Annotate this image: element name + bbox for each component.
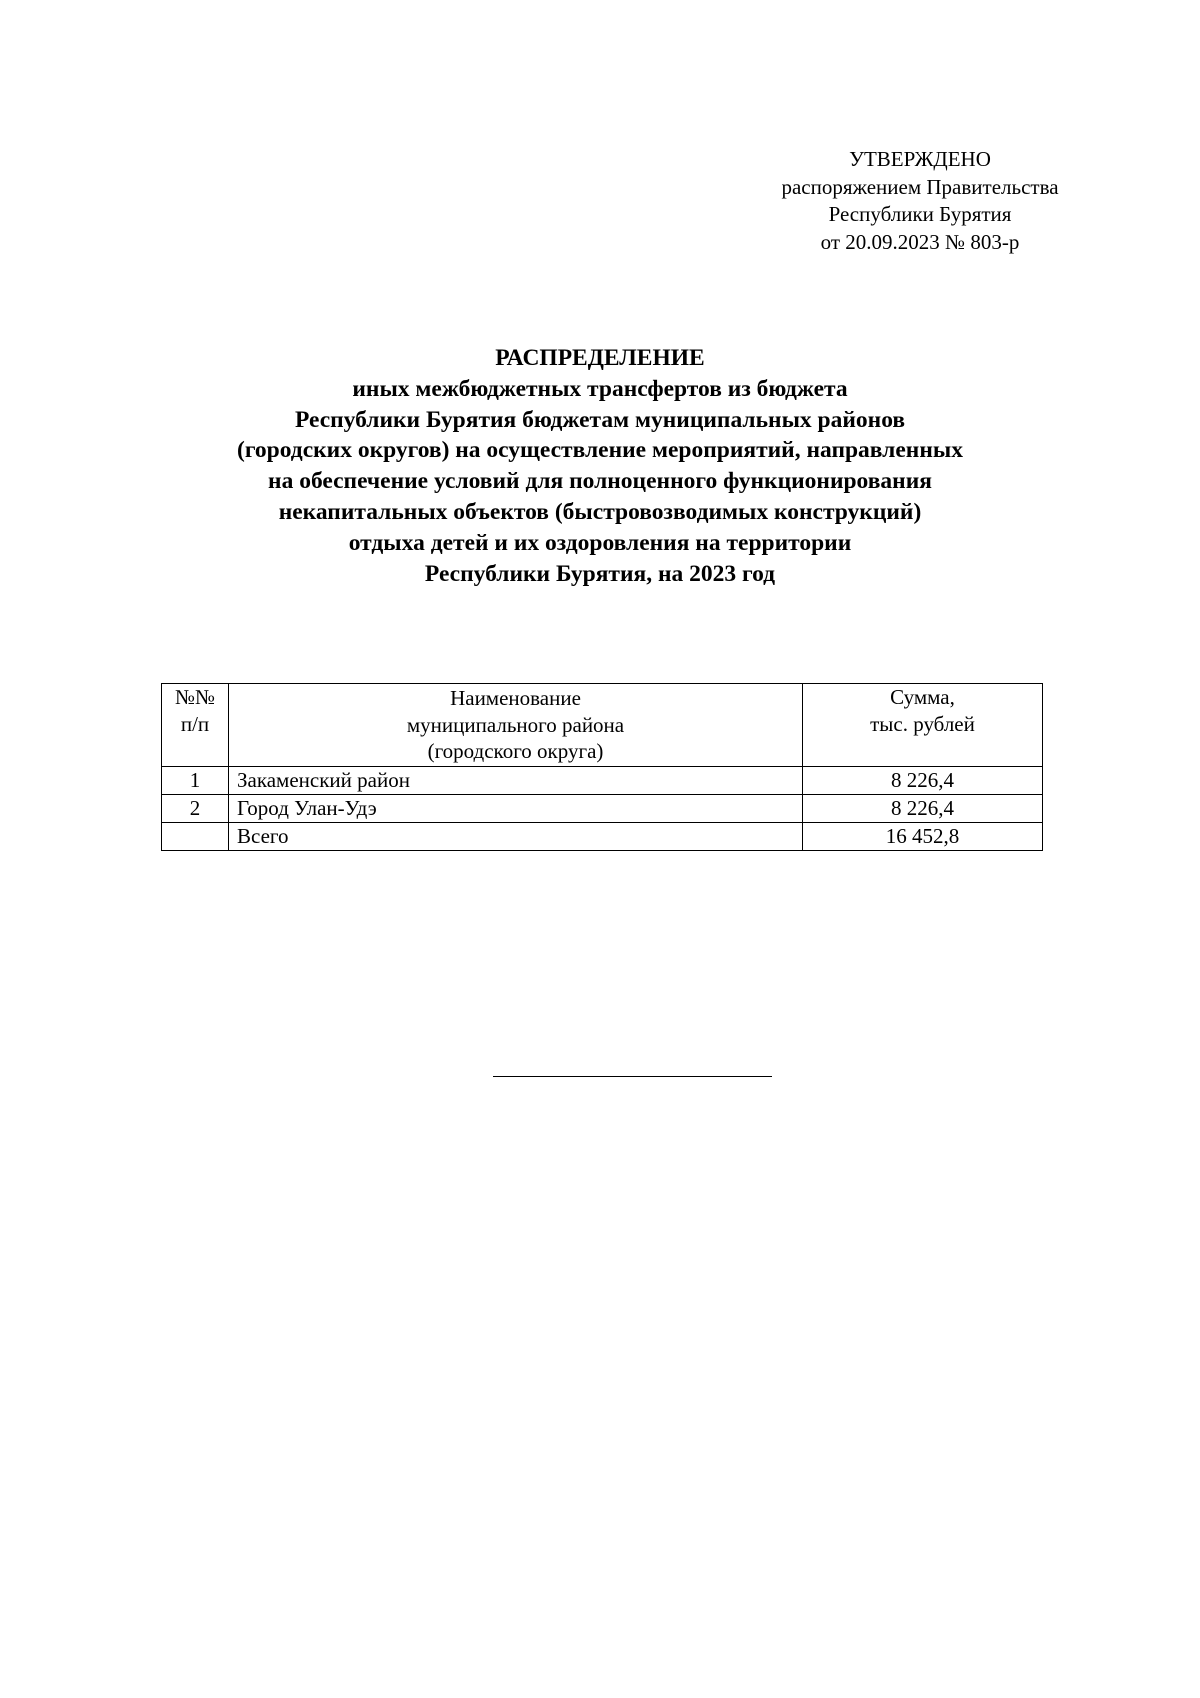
header-text: Наименование <box>450 686 581 710</box>
row-number: 2 <box>162 794 229 822</box>
title-line: Республики Бурятия, на 2023 год <box>424 560 776 587</box>
total-label: Всего <box>229 822 803 850</box>
row-name: Город Улан-Удэ <box>229 794 803 822</box>
title-heading: РАСПРЕДЕЛЕНИЕ <box>495 345 705 371</box>
header-text: п/п <box>180 711 210 736</box>
total-number <box>162 822 229 850</box>
header-text: №№ <box>174 685 216 709</box>
table-row <box>162 794 1043 822</box>
closing-divider <box>493 1076 772 1077</box>
approval-line: Республики Бурятия <box>828 202 1012 226</box>
approval-line: от 20.09.2023 № 803-р <box>820 229 1020 254</box>
table-header <box>162 684 1043 767</box>
title-line: на обеспечение условий для полноценного функционирования <box>268 468 932 495</box>
distribution-table <box>161 683 1043 851</box>
approval-stamp <box>750 146 1090 256</box>
header-text: тыс. рублей <box>870 711 975 736</box>
title-line: отдыха детей и их оздоровления на территории <box>348 529 852 556</box>
total-row <box>162 822 1043 850</box>
table-row <box>162 766 1043 794</box>
approval-line: распоряжением Правительства <box>781 174 1059 199</box>
row-sum: 8 226,4 <box>803 766 1043 794</box>
header-cell-number <box>162 684 229 767</box>
header-cell-sum <box>803 684 1043 767</box>
header-text: муниципального района <box>406 712 625 737</box>
document-title <box>140 343 1060 589</box>
header-row <box>162 684 1043 767</box>
title-line: (городских округов) на осуществление мероприятий, направленных <box>237 437 963 464</box>
approval-line: УТВЕРЖДЕНО <box>849 147 991 171</box>
row-name: Закаменский район <box>229 766 803 794</box>
header-text: Сумма, <box>890 685 955 709</box>
header-text: (городского округа) <box>427 739 604 763</box>
row-sum: 8 226,4 <box>803 794 1043 822</box>
total-sum: 16 452,8 <box>803 822 1043 850</box>
row-number: 1 <box>162 766 229 794</box>
title-line: Республики Бурятия бюджетам муниципальных районов <box>294 406 906 433</box>
header-cell-name <box>229 684 803 767</box>
title-line: иных межбюджетных трансфертов из бюджета <box>352 375 848 402</box>
table-body <box>162 766 1043 850</box>
title-line: некапитальных объектов (быстровозводимых конструкций) <box>278 498 922 525</box>
